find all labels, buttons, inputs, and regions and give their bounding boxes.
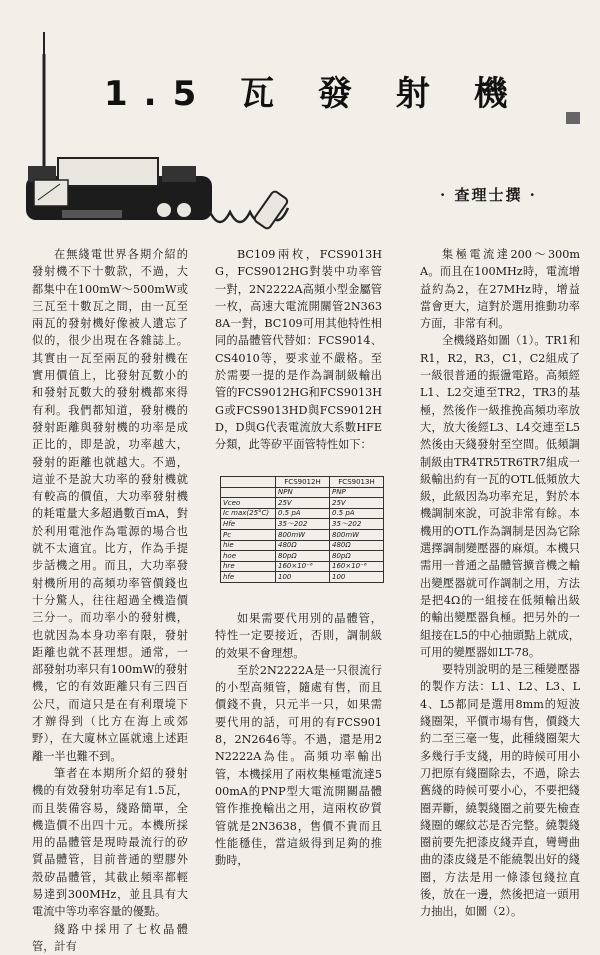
table-cell: 800mW [330, 530, 384, 541]
table-cell: 160×10⁻⁶ [330, 561, 384, 572]
paragraph: BC109兩枚，FCS9013HG，FCS9012HG對裝中功率管一對，2N2222A高頻小型金屬管一枚，高速大電流開關管2N3638A一對，BC109可用其他特性相同的晶體管代替如：FCS9014、CS4010等，要求並不嚴格。至於需要一提的是作為調制級輸出管的FCS9012HG和FCS9013HG或FCS9013HD與FCS9012HD，D與G代表電流放大系數HFE分類，此等矽平面管特性如下： [215, 248, 382, 452]
table-row [221, 519, 384, 530]
table-cell: 0.5 pA [276, 508, 330, 519]
table-cell: hre [221, 561, 276, 572]
table-cell: 480Ω [276, 540, 330, 551]
table-cell: 480Ω [330, 540, 384, 551]
table-cell [221, 477, 276, 488]
table-cell: 100 [330, 572, 384, 583]
paragraph: 在無綫電世界各期介紹的發射機不下十數款，不過，大都集中在100mW～500mW或三瓦至十數瓦之間，由一瓦至兩瓦的發射機好像被人遺忘了似的，很少出現在各雜誌上。其實由一瓦至兩瓦的發射機在實用價值上，比發射瓦數小的和發射瓦數大的發射機都來得有利。我們都知道，發射機的發射距離與發射機的功率是成正比的，即是說，功率越大，發射的距離也就越大。不過，這並不是說大功率的發射機就有較高的價值，大功率發射機的耗電量大多超過數百mA，對於利用電池作為電源的場合也就不太適宜。比方，作為手提步話機之用。而且，大功率發射機所用的高頻功率管價錢也十分驚人，往往超過全機造價三分一。而功率小的發射機，也就因為本身功率有限，發射距離也就不甚理想。通常，一部發射功率只有100mW的發射機，它的有效距離只有三四百公尺，而這只是在有利環境下才辦得到（比方在海上或郊野），在大廈林立區就遠上述距離一半也難不到。 [32, 248, 188, 763]
table-cell: Ic max(25°C) [221, 508, 276, 519]
paragraph: 筆者在本期所介紹的發射機的有效發射功率足有1.5瓦，而且裝備容易，綫路簡單，全機造價不出四十元。本機所採用的晶體管是現時最流行的矽質晶體管，目前普通的塑膠外殼矽晶體管，其截止頻率都輕易達到300MHz，並且具有大電流中等功率容量的優點。 [32, 766, 188, 919]
table-row [221, 498, 384, 509]
table-header-row [221, 477, 384, 488]
table-row [221, 530, 384, 541]
table-row [221, 540, 384, 551]
table-cell: 25V [330, 498, 384, 509]
table-row [221, 572, 384, 583]
table-cell: hoe [221, 551, 276, 562]
table-cell [221, 487, 276, 498]
table-cell: hfe [221, 572, 276, 583]
table-cell: NPN [276, 487, 330, 498]
column-1 [32, 246, 188, 955]
table-cell: 80pΩ [330, 551, 384, 562]
table-cell: 80pΩ [276, 551, 330, 562]
table-cell: PNP [330, 487, 384, 498]
paragraph: 集極電流達200～300mA。而且在100MHz時，電流增益約為2，在27MHz時，增益當會更大，這對於選用推動功率方面，非常有利。 [420, 248, 580, 331]
table-cell: Pc [221, 530, 276, 541]
transmitter-illustration [22, 24, 302, 242]
paragraph: 如果需要代用別的晶體管，特性一定要接近，否則，調制級的效果不會理想。 [215, 612, 382, 660]
table-cell: 160×10⁻⁶ [276, 561, 330, 572]
table-cell: 35～202 [330, 519, 384, 530]
table-cell: FCS9013H [330, 477, 384, 488]
paragraph: 要特別說明的是三種變壓器的製作方法：L1、L2、L3、L4、L5都同是選用8mm的短波綫圈架，平價市場有售，價錢大約二至三毫一隻，此種綫圈架大多幾行手支綫，用的時候可用小刀把原有綫圈除去，不過，除去舊綫的時候可要小心，不要把綫圈弄斷，繞製綫圈之前要先檢查綫圈的螺紋芯是否完整。繞製綫圈前要先把漆皮綫弄直，彎彎曲曲的漆皮綫是不能繞製出好的綫圈，方法是用一條漆包綫拉直後，放在一邊，然後把這一頭用力抽出，如圖（2）。 [420, 663, 580, 919]
table-cell: 100 [276, 572, 330, 583]
table-cell: Vceo [221, 498, 276, 509]
table-cell: 35～202 [276, 519, 330, 530]
table-row [221, 487, 384, 498]
paragraph: 全機綫路如圖（1）。TR1和R1，R2，R3，C1，C2組成了一級很普通的振盪電路。高頻經L1、L2交連至TR2，TR3的基極，然後作一級推挽高頻功率放大，放大後經L3、L4交連至L5然後由天綫發射至空間。低頻調制級由TR4TR5TR6TR7組成一級輸出約有一瓦的OTL低頻放大級，此級因為功率充足，對於本機調制來說，可說非常有餘。本機用的OTL作為調制是因為它除選擇調制變壓器的麻煩。本機只需用一普通之晶體管擴音機之輸出變壓器就可作調制之用，方法是把4Ω的一組接在低頻輸出級的輸出變壓器負極。把另外的一組接在L5的中心抽頭點上就成，可用的變壓器如LT-78。 [420, 334, 580, 659]
table-row [221, 508, 384, 519]
table-cell: 800mW [276, 530, 330, 541]
column-2-continued [215, 610, 382, 869]
table-row [221, 561, 384, 572]
column-2 [215, 246, 382, 454]
table-cell: Hfe [221, 519, 276, 530]
author-byline: · 查理士撰 · [440, 186, 537, 204]
corner-mark [566, 112, 580, 124]
table-cell: FCS9012H [276, 477, 330, 488]
table-cell: 0.5 pA [330, 508, 384, 519]
column-3 [420, 246, 580, 921]
table-row [221, 551, 384, 562]
paragraph: 綫路中採用了七枚晶體管，計有 [32, 922, 188, 953]
article-title: 1.5 瓦 發 射 機 [104, 74, 524, 114]
paragraph: 至於2N2222A是一只很流行的小型高頻管，隨處有售，而且價錢不貴，只元半一只，如果需要代用的話，可用的有FCS9018，2N2646等。不過，還是用2N2222A為佳。高頻功率輸出管，本機採用了兩枚集極電流達500mA的PNP型大電流開關晶體管作推挽輸出之用，這兩枚矽質管就是2N3638，售價不貴而且性能穩佳，當這級得到足夠的推動時， [215, 663, 382, 868]
table-cell: 25V [276, 498, 330, 509]
transistor-spec-table [220, 476, 384, 583]
table-cell: hie [221, 540, 276, 551]
